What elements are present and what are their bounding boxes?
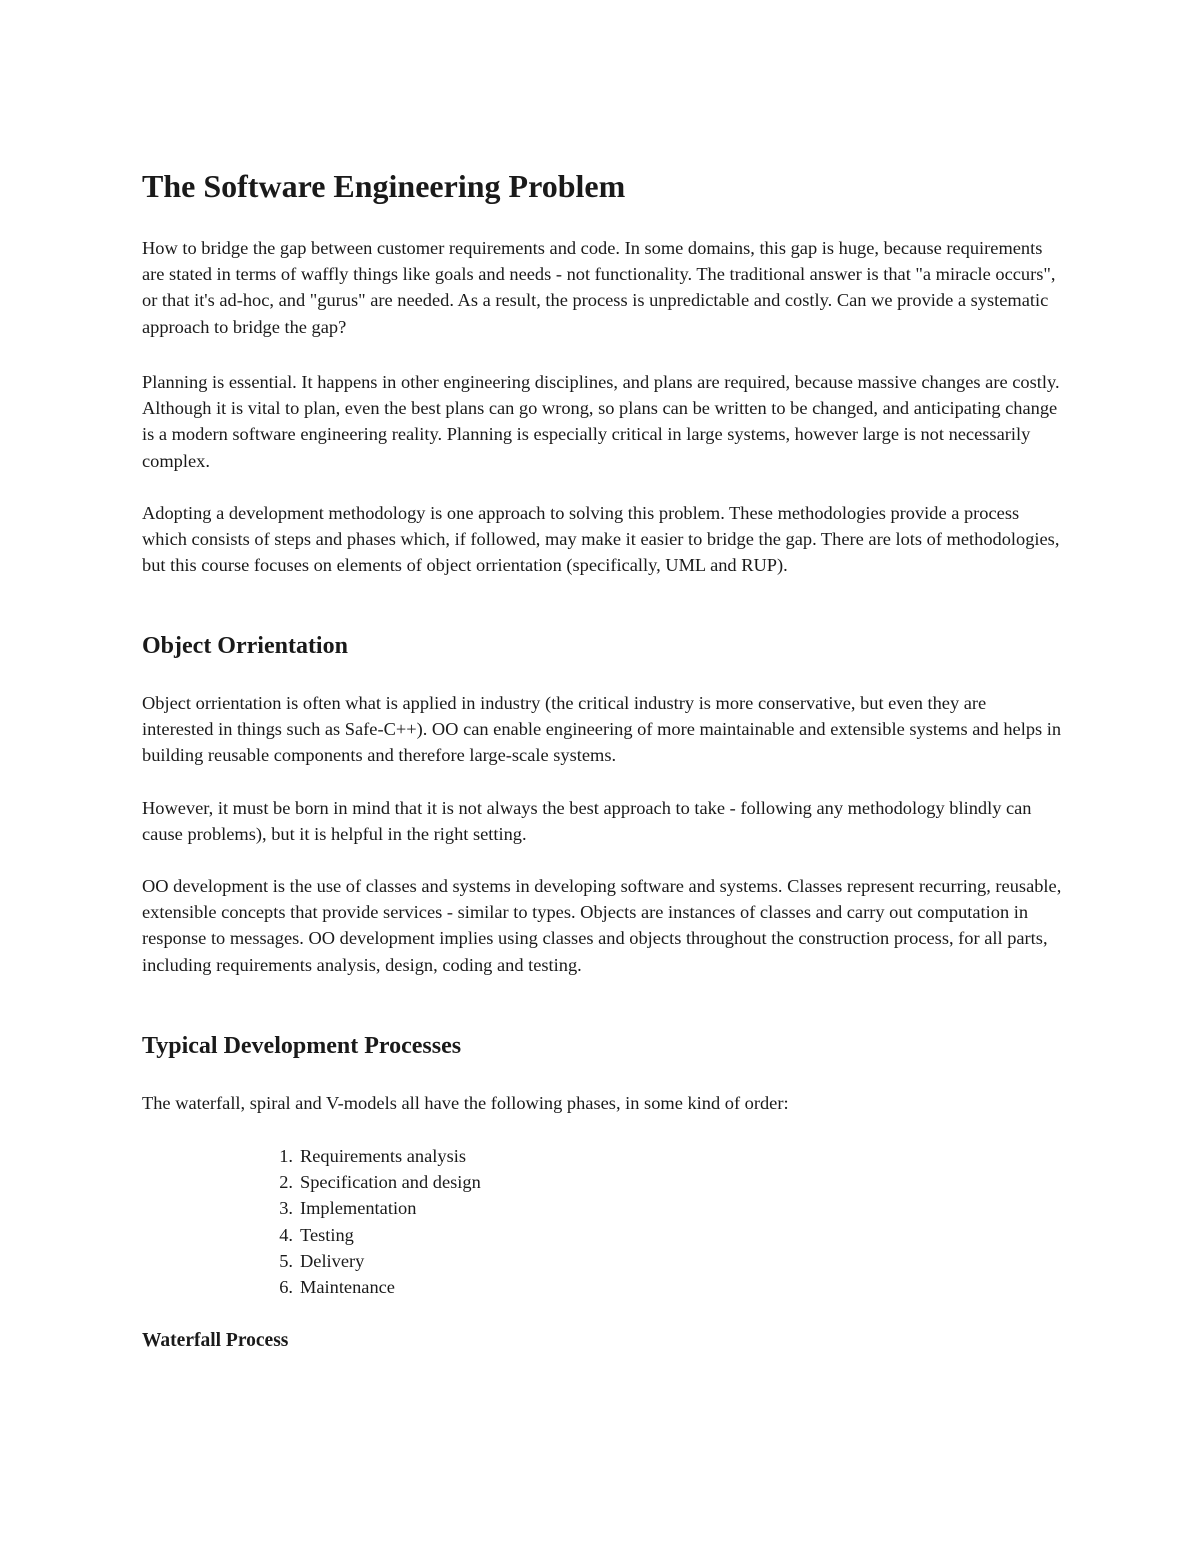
section-heading-waterfall-process: Waterfall Process: [142, 1330, 289, 1351]
list-item-label: Implementation: [300, 1198, 417, 1219]
page-title: The Software Engineering Problem: [142, 168, 626, 204]
list-item: [279, 1195, 481, 1221]
list-item: [279, 1169, 481, 1195]
oo-paragraph-1: Object orrientation is often what is applied in industry (the critical industry is more conservative, but even they are interested in things such as Safe-C++). OO can enable engineering of more maintainable and extensible systems and helps in building reusable components and therefore large-scale systems.: [142, 693, 1062, 766]
list-item-label: Delivery: [300, 1250, 365, 1271]
list-item-label: Maintenance: [300, 1277, 395, 1298]
section-heading-typical-development-processes: Typical Development Processes: [142, 1033, 462, 1059]
list-item-number: 4.: [279, 1224, 293, 1245]
list-item: [279, 1248, 481, 1274]
list-item: [279, 1222, 481, 1248]
intro-paragraph-2: Planning is essential. It happens in other engineering disciplines, and plans are required, because massive changes are costly. Although it is vital to plan, even the best plans can go wrong, so plans can be written to be changed, and anticipating change is a modern software engineering reality. Planning is especially critical in large systems, however large is not necessarily complex.: [142, 372, 1060, 471]
list-item-label: Testing: [300, 1224, 354, 1245]
intro-paragraph-3: Adopting a development methodology is one approach to solving this problem. These methodologies provide a process which consists of steps and phases which, if followed, may make it easier to bridge the gap. There are lots of methodologies, but this course focuses on elements of object orrientation (specifically, UML and RUP).: [142, 503, 1060, 576]
section-heading-object-orrientation: Object Orrientation: [142, 633, 348, 659]
list-item-label: Specification and design: [300, 1172, 481, 1193]
list-item: [279, 1274, 481, 1300]
list-item: [279, 1143, 481, 1169]
list-item-number: 6.: [279, 1277, 293, 1298]
list-item-number: 5.: [279, 1250, 293, 1271]
oo-paragraph-2: However, it must be born in mind that it is not always the best approach to take - following any methodology blindly can cause problems), but it is helpful in the right setting.: [142, 798, 1032, 845]
list-item-number: 1.: [279, 1146, 293, 1166]
phases-list: [279, 1143, 481, 1300]
list-item-number: 2.: [279, 1172, 293, 1193]
list-item-number: 3.: [279, 1198, 293, 1219]
processes-intro: The waterfall, spiral and V-models all have the following phases, in some kind of order:: [142, 1093, 789, 1113]
oo-paragraph-3: OO development is the use of classes and systems in developing software and systems. Classes represent recurring, reusable, extensible concepts that provide services - similar to types. Objects are instances of classes and carry out computation in response to messages. OO development implies using classes and objects throughout the construction process, for all parts, including requirements analysis, design, coding and testing.: [142, 876, 1062, 975]
intro-paragraph-1: How to bridge the gap between customer requirements and code. In some domains, this gap is huge, because requirements are stated in terms of waffly things like goals and needs - not functionality. The traditional answer is that "a miracle occurs", or that it's ad-hoc, and "gurus" are needed. As a result, the process is unpredictable and costly. Can we provide a systematic approach to bridge the gap?: [142, 238, 1056, 337]
list-item-label: Requirements analysis: [300, 1146, 466, 1166]
